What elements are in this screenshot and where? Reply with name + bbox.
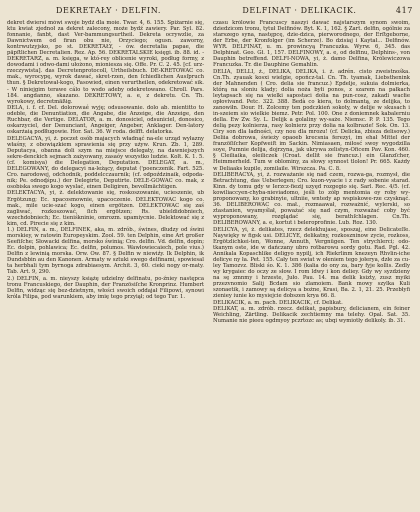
entry-delfin-2: 2.) DELFIN, a. m. nieyszy książę udzielny delfinatu, po-źniey następca tronu Francuskiego, der Dauphin, der Französiſche Kronprinz. Humbert Delfin, widząc się bez-dzietnym, włości swoich oddajał Filipowi, synowi króla Filipa, pod warunkiem, aby imię tego przyiął; od tego Tur. 1. (7, 275, 204, 301)
entry-deliberacya: DELIBERACYA, yi, ż. rozważanie się nad czem, rozwa-ga, rozmysł, die Betrachtung, das Ueberlegen; Cro. kuon-vyacie i z rady sobenie starad. Kinn. dy tomu gdy w Ierzcz-fiezij uzyęd rozgegio się. Sarl. Rec. 4/5. (cf. kowiliaccyen-chyba-nieviadomo, jeśli to zółp mentomia oy roby wy-proponowany, ko grabinyie, ultniie, wntedy ap wspiskowe-rze czysknąć. 36. DELIBEROWAC co. mał., rozmaawał, rozważnić, wylerski, so ztastanien, wyamyślał, poważać się nad czym, rozważać coby być wyproponowany, rozglądać się, berathſchlagen. Cn.Th. DELIBEROWANY, a. e, kortut i beleroprofinie. Lub. Roz. 130. (213, 171, 410, 227)
entry-delfin-1: 1.) DELFIN, a. m., DELFINEK, aka, m. zdrób., śwines, dłudzy od świni morskiey, w ratowin Europeyskim. Zool. 59. ten Delphin, eine Art großer Seefiſche; Słowacki delfina, morsko świnią; Cro. delfin. Vd. delfin, dopin; Ec. dolpin, pohlawica; Ec. delfin, polumos. Wawłowiecaiech, pole vius.) Delfin z lewinią morska. Orw. Ow. 87. § Delfin w niewiźy. Ik Delphin, ik Dundsbbin au den Kanonen. Armaty w sztuki swego delfinami, spowiesal ta herbhali tym byrnoga zdrabiaesym. Archit. 3, 60. cieki nogy or-maty. Tab. Art. 9, 290. (7, 227, 204, 276)
entry-delektacya: DELEKTACYA, yi, ż. delektowanie się, roskoszowanie, ucieszenie, ub Ergötzung; Ec. xpacosmownie, upacoczenie. DELEKTOWAC kogo co. mak., mile ucie-szać kogo, einen ergötzen. DELEKTOWAC się zaś zagliwać, rozkoszować, ſich ergötzen; Rs. ubieldidobniech, wzechdobniech; Ec. tieniśkninie, omrozm. upamiycnie. Delektować się z kim, cd. Pirecie się z kim. (7, 190, 204, 227)
left-running-title: DEKRETAŁY · DELFIN. (56, 6, 161, 15)
entry-delicya: DELICYA, yi, ż. delikates, rzecz delekhujase, sposzaj, eine Delicateſſe. Naywięky w figsk usi. DELICYE, delikatny, rozkoszninow zycie, rozkoss, Ergötzlichkei-ten, Wonne, Annuth, Vergnügen. Ten strychlerci; odo-tkanym oste, ide w dańczany ubro rotbarowu sordy gotu. Rad. Pgl. 42. Annikala Kopaschlike deligyo nypilj, ich Riekrlinm knezeyn Rhvlin-iche dełicye ny ła. Pet. 155. Cały ten swiat w ołeniem tego jołerya, dzłe za cu-ley Tamozvz. Bliski śo. K. 1. 386 (kalia do ony za, bary fyje kollis. Zedly wy krygaiec do oczy ze słow. I rom ldwy i kon deliey. Gdy wy syzdzieny na sę zmnmy i hrzeste, Juło. Pau. 14. ma delik ksizty, zusz myiki przezvnomio Salij Bcdam sio zlamoiem. Bank mowy szylka Kuli szonaetik, i zamowy są delicya a bożne, Krasi, Ba. 2. 1, 21. 25. Przebłyfi zieniey iunie ko mysiejcie dobszen krya 66. 8. (213, 226, 410, 300)
entry-delikat: DELIKAT, a. m. zdrób. rzecz. delikat, papisbury, delicianem, ein feiner Weichling, Zärtling. Delikacik zechtiemny ma telehy. Opal. Sat. 35. Numanie nie pieeu ogdmyoy pczrtozc as; ubqi wymiotły delikoly. ib. 31. (213, 306, 410, 325)
entry-delfin-continued: czasu królowie Francuscy naszyi dawać najstarszym synom swoim, dziedzicom tronu, tytuł Delfinów. Byt. K. 1, 162. § Zart. delfin, ogólnie za starszego syna, następcę, dzie-dzica, pierworodnego, der Erſtgeborne, der Erbe, der Kronfolger (im Scherze). Bo dzisiaj i Kaytał... Delfinów. WYR. DELFINAT, u. m. prowincyą Francuzka. Wyrw. 6, 345. das Delphinat. Geo. Gł. 1, 157. DELFINOWY, a. e, od delfinu, Delphins-, von Dauphin betreffend. DELFI-NOWA, yi, ż. damo Delfina, Królewiczowa Francuzka. Tr. die Dauphine Gemahlin. (213, 20, 410, 69)
entry-delikacik: DELIKACIK, a. m. pach. DELIKACIK, cf. Delikat. (213, 299, 343, 306)
column-gutter (204, 20, 213, 510)
entry-delia: DELIA, DELLI, ż., DELIKA, DELIKA, i. ż. adrén. cisto zweistnośka. Cn.Th. zyauak kosxi wielgie, opończ-tal. Cn. Th. tyamak, Liebsthenink der Mahnenden ( Cro. delia sie francuz.) Epdelje, sukuia dolmierka, którą na sloniu klady; dolia noża byłi ponos, z szarem na pałkach leytapsach się na wielki sapostaci dolia na pun-cosz, zakadi wacłie opłovivand. Petc. 322. 388. Bedà co kiera, to dolmantą, ze delijka, to zanowiłn. Dour. H. Zolcemy ten podczkień sokoty, w delije w skusach i in-szeiem sio wielkie biemz. Petr. Pol. 100. One z doniemnek kabalerniu della. Ew Zw. Sy. L. Delijk a golaliny wy-saże. Niemsc. P. P. 135. Tego delią pezy kolnierza, rasy kolnierz przy dolia na kolbrazie! Sok. On. 13. Ciry son dla ładności, czy nou dla mrozu! (cf. Delicka, zbisza delisowy.) Deliia dobrowa, świeży opaoeb krecsnia ferezyi, im ehał Mittel der franzöſiſcher Kopfweiſt im Sackin. Nimiasaen, miłosć swoy wygodzilla soye, Pumnie delija, dojrzyna, jak ukrywa zelistyn-Oficem Pav. Kon. 460. § Cleiliaika, oleiliczek (Croat. dellit sie francuz.) ein Glanzſcher, Heimmerheld. Tum w oblominy, za słowy synnost tlolon! Pr. 665. Każdy w Deliaaks kupile, zomilaile. Wirszcza. Pa. C. 8. (213, 68, 410, 172)
page-number: 417 (395, 6, 413, 15)
right-running-title: DELFINAT · DELIKACIK. (242, 6, 357, 15)
running-header (7, 6, 413, 18)
entry-dela: DELA, i. f. cf. Del. dolorowaé wyję; odsusowanie. dolo ab. mientitto to odebłe, die Denuntiation, die Angabe, die Anzeige, die Anzeige, den Ruchbar, die Vertige. DELATOR, a. m. donosiciel, odsuniciel, donosico, oskarzyciel, der Denunciant, Angeiger, Angeber, Anklager. Den-latory oskarżaią podłługowie. Hor. Sat. 36. W roda. delfft. delatorka. (7, 105, 204, 136)
entry-delegacya: DELEGACYA, yi, ż. poczet osób majacych władnąć na-ele urząd wyłazny właśny, z obowiązkiem sprawienia się przy używ. Krun. Zb. 1, 289. Deputacya, obanna doli szym na miejsce delegaty, na dawniejszych sekre-denckich sejmach zażyowany, zasaóy wszystko ludzie. Kolt. K. 1. 5. (cf. komisya) die Delegation, Deputation. DELEGAT, a. m., DELEGOWANY, do delegacyi na-leżący, deputat ('poenczenik. Fart. 525. Cro. narodowej, odchodnik, poddelcczaurnik; (cf. odpoździnaik, odpoda-nik; Pe. odnoḑśpu.) der Delegirte, Deputirte. DELE-GOWAC co. mak, z osobiska swego kogo wyslać, einen Deligiren, bevollmächtigen. (7, 135, 204, 191)
left-column (7, 20, 204, 510)
entry-dekretaly: dekret dwiersi mówi swoje bydź dla moie. Twar. 4, 6. 155. Spiżarnie się, ktu kwiat zjednoł za dekret zalecony, może bydź zawiery. Par. Syl. 82. fonnanie, fanbt, dast Ver-bammungsurtheil. Dekreta ocrywzlie, za Dawnictwem od firan obu nie, Orzyciego; ogusn. zaworny, kontrwutzyjsko, po st. DEKRETAŁY, - ów. decretalia papae, die päpſtlichen Decretalien. Rez. Ap. 56. DEKRETALSKIE księgi. ib. 88. id. - DEKRETARZ, a. m. księga, w któ-rey oblicenie wyroki, podług formy, z dowodami i odwo-dami ułożono, mioniesza się. Offe. Pr. C. 2. 45. [cf. urz-rzeczywista]. das Decretenprotocoll, Urtheilsbuch. DE-KRETOWAC co. mak., wyrocypę, wyrok dawać, skret-rzen, den ſchiedlichen Ausſpruch thun. § Dekretował-kogo, Fasowied, einen verurtheilen, odekretować sik. - W niniejgim terawe cálo to wsdo adeby odekretowano. Chroll. Pars. 184. angdanno, skazano. DEKRETOWY, a. e, z dekretu. Cn. Th. wyrokowy, decretmäßig. (7, 20, 204, 105)
two-column-body (7, 20, 413, 510)
right-column (213, 20, 410, 510)
